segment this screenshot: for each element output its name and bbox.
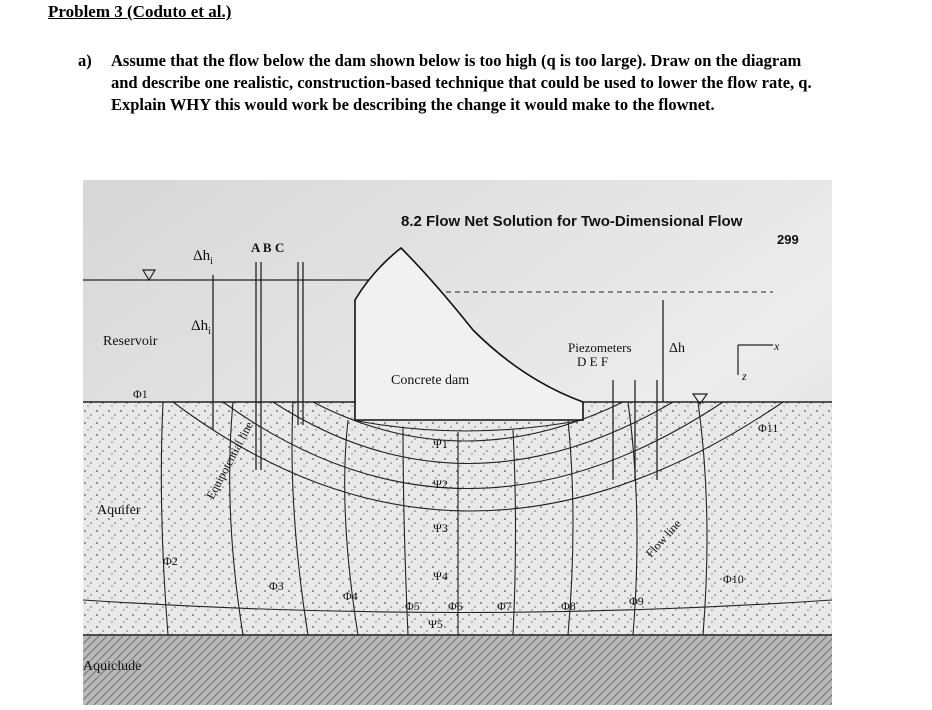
psi-label: Ψ1 <box>433 437 448 451</box>
phi-label: Φ5 <box>405 599 420 613</box>
phi-label: Φ8 <box>561 599 576 613</box>
phi-label: Φ2 <box>163 554 178 568</box>
psi-label: Ψ5 <box>428 617 443 631</box>
equipotential-line-label: Equipotential line <box>203 419 256 502</box>
question-letter: a) <box>78 51 92 70</box>
reservoir-label: Reservoir <box>103 334 158 349</box>
phi-label: Φ1 <box>133 387 148 401</box>
phi-label: Φ4 <box>343 589 358 603</box>
page-number: 299 <box>777 232 799 247</box>
phi-label: Φ10 <box>723 572 744 586</box>
x-axis-label: x <box>774 339 780 353</box>
delta-hi-mid: $\Delta h_i$ <box>191 318 211 337</box>
concrete-dam-label: Concrete dam <box>391 373 470 388</box>
phi-label: Φ7 <box>497 599 512 613</box>
aquiclude-label: Aquiclude <box>83 659 142 674</box>
section-title: 8.2 Flow Net Solution for Two-Dimensional Flow <box>401 213 743 230</box>
flow-line-label: Flow line <box>642 516 684 561</box>
delta-h-label: Δh <box>669 341 686 356</box>
aquiclude-layer <box>83 635 832 705</box>
z-axis-label: z <box>742 369 747 383</box>
flownet-figure <box>83 180 832 705</box>
psi-label: Ψ3 <box>433 521 448 535</box>
aquifer-label: Aquifer <box>97 503 141 518</box>
problem-title: Problem 3 (Coduto et al.) <box>48 2 232 21</box>
psi-label: Ψ2 <box>433 477 448 491</box>
delta-hi-top: $\Delta h_i$ <box>193 248 213 267</box>
piezometers-label: Piezometers <box>568 340 632 355</box>
flownet-photo <box>83 180 832 705</box>
phi-label: Φ9 <box>629 594 644 608</box>
piezometer-letters-def: D E F <box>577 354 609 369</box>
phi-label: Φ6 <box>448 599 463 613</box>
phi-label: Φ11 <box>758 421 779 435</box>
phi-label: Φ3 <box>269 579 284 593</box>
question-text: Assume that the flow below the dam shown below is too high (q is too large). Draw on the diagram and describe one realistic, construction-based technique that could be used to lower the flow rate, q. Explain WHY this would work be describing the change it would make to the flownet. <box>111 51 812 114</box>
psi-label: Ψ4 <box>433 569 448 583</box>
piezometer-letters-abc: A B C <box>251 240 285 255</box>
